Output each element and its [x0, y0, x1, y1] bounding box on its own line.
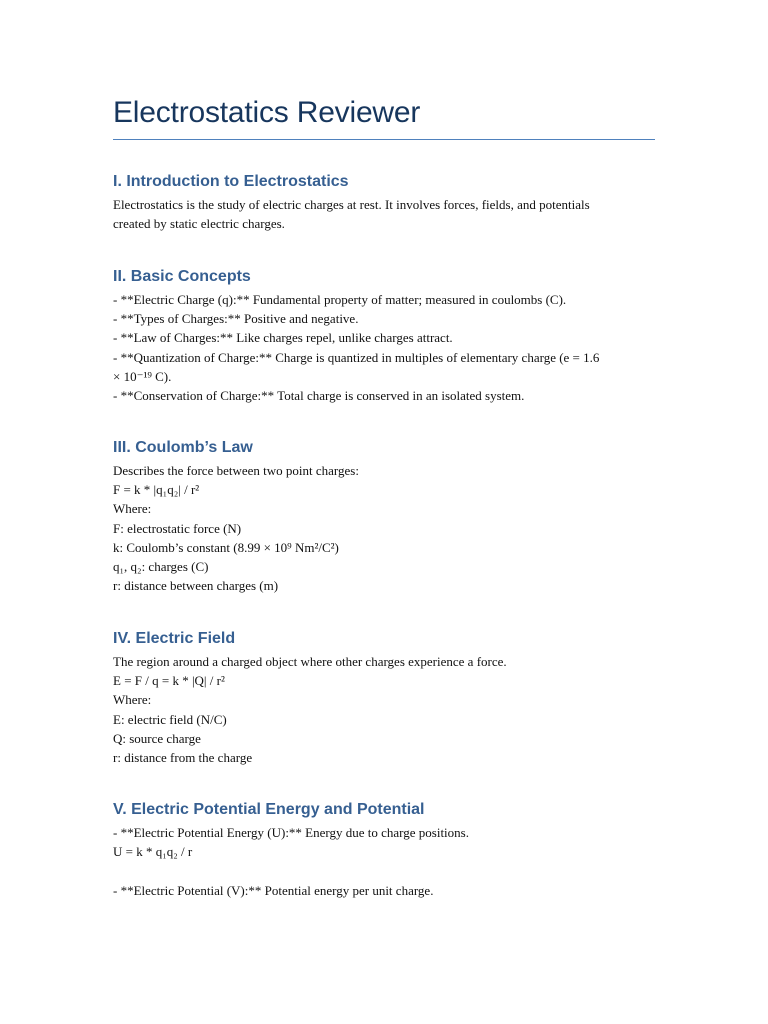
- list-item-continuation: × 10⁻¹⁹ C).: [113, 368, 172, 384]
- text-line: Where:: [113, 501, 152, 517]
- section-electric-field: [113, 628, 655, 767]
- section-coulombs-law: [113, 437, 655, 595]
- section-basic-concepts: [113, 266, 655, 405]
- section-heading: II. Basic Concepts: [113, 268, 251, 285]
- definition-line: r: distance between charges (m): [113, 578, 279, 594]
- formula-line: E = F / q = k * |Q| / r²: [113, 673, 225, 689]
- text-line: created by static electric charges.: [113, 216, 285, 232]
- list-item: - **Electric Potential (V):** Potential energy per unit charge.: [113, 882, 434, 898]
- list-item: - **Law of Charges:** Like charges repel, unlike charges attract.: [113, 330, 453, 346]
- section-introduction: [113, 171, 655, 233]
- text-line: Electrostatics is the study of electric charges at rest. It involves forces, fields, and potentials: [113, 197, 590, 212]
- list-item: - **Electric Potential Energy (U):** Energy due to charge positions.: [113, 825, 469, 840]
- title-underline: [113, 139, 655, 140]
- section-body: [113, 823, 655, 900]
- formula-line: U = k * q₁q₂ / r: [113, 844, 193, 860]
- list-item: - **Types of Charges:** Positive and negative.: [113, 311, 359, 327]
- section-heading: III. Coulomb’s Law: [113, 439, 253, 456]
- text-line: Describes the force between two point charges:: [113, 463, 359, 478]
- formula-line: F = k * |q₁q₂| / r²: [113, 482, 200, 498]
- text-line: The region around a charged object where other charges experience a force.: [113, 654, 507, 669]
- definition-line: E: electric field (N/C): [113, 711, 227, 727]
- blank-line: [113, 861, 655, 880]
- list-item: - **Electric Charge (q):** Fundamental property of matter; measured in coulombs (C).: [113, 292, 567, 307]
- list-item: - **Quantization of Charge:** Charge is quantized in multiples of elementary charge (e = 1.6: [113, 349, 600, 365]
- section-electric-potential: [113, 799, 655, 900]
- definition-line: q₁, q₂: charges (C): [113, 559, 209, 575]
- list-item: - **Conservation of Charge:** Total charge is conserved in an isolated system.: [113, 388, 525, 404]
- section-body: [113, 195, 655, 233]
- section-heading: V. Electric Potential Energy and Potential: [113, 801, 425, 818]
- section-heading: I. Introduction to Electrostatics: [113, 173, 349, 190]
- definition-line: Q: source charge: [113, 730, 201, 746]
- definition-line: F: electrostatic force (N): [113, 520, 242, 536]
- section-body: [113, 652, 655, 767]
- definition-line: r: distance from the charge: [113, 750, 253, 766]
- section-heading: IV. Electric Field: [113, 630, 236, 647]
- section-body: [113, 290, 655, 405]
- section-body: [113, 461, 655, 595]
- document-title: Electrostatics Reviewer: [113, 96, 421, 129]
- definition-line: k: Coulomb’s constant (8.99 × 10⁹ Nm²/C²): [113, 539, 339, 555]
- text-line: Where:: [113, 692, 152, 708]
